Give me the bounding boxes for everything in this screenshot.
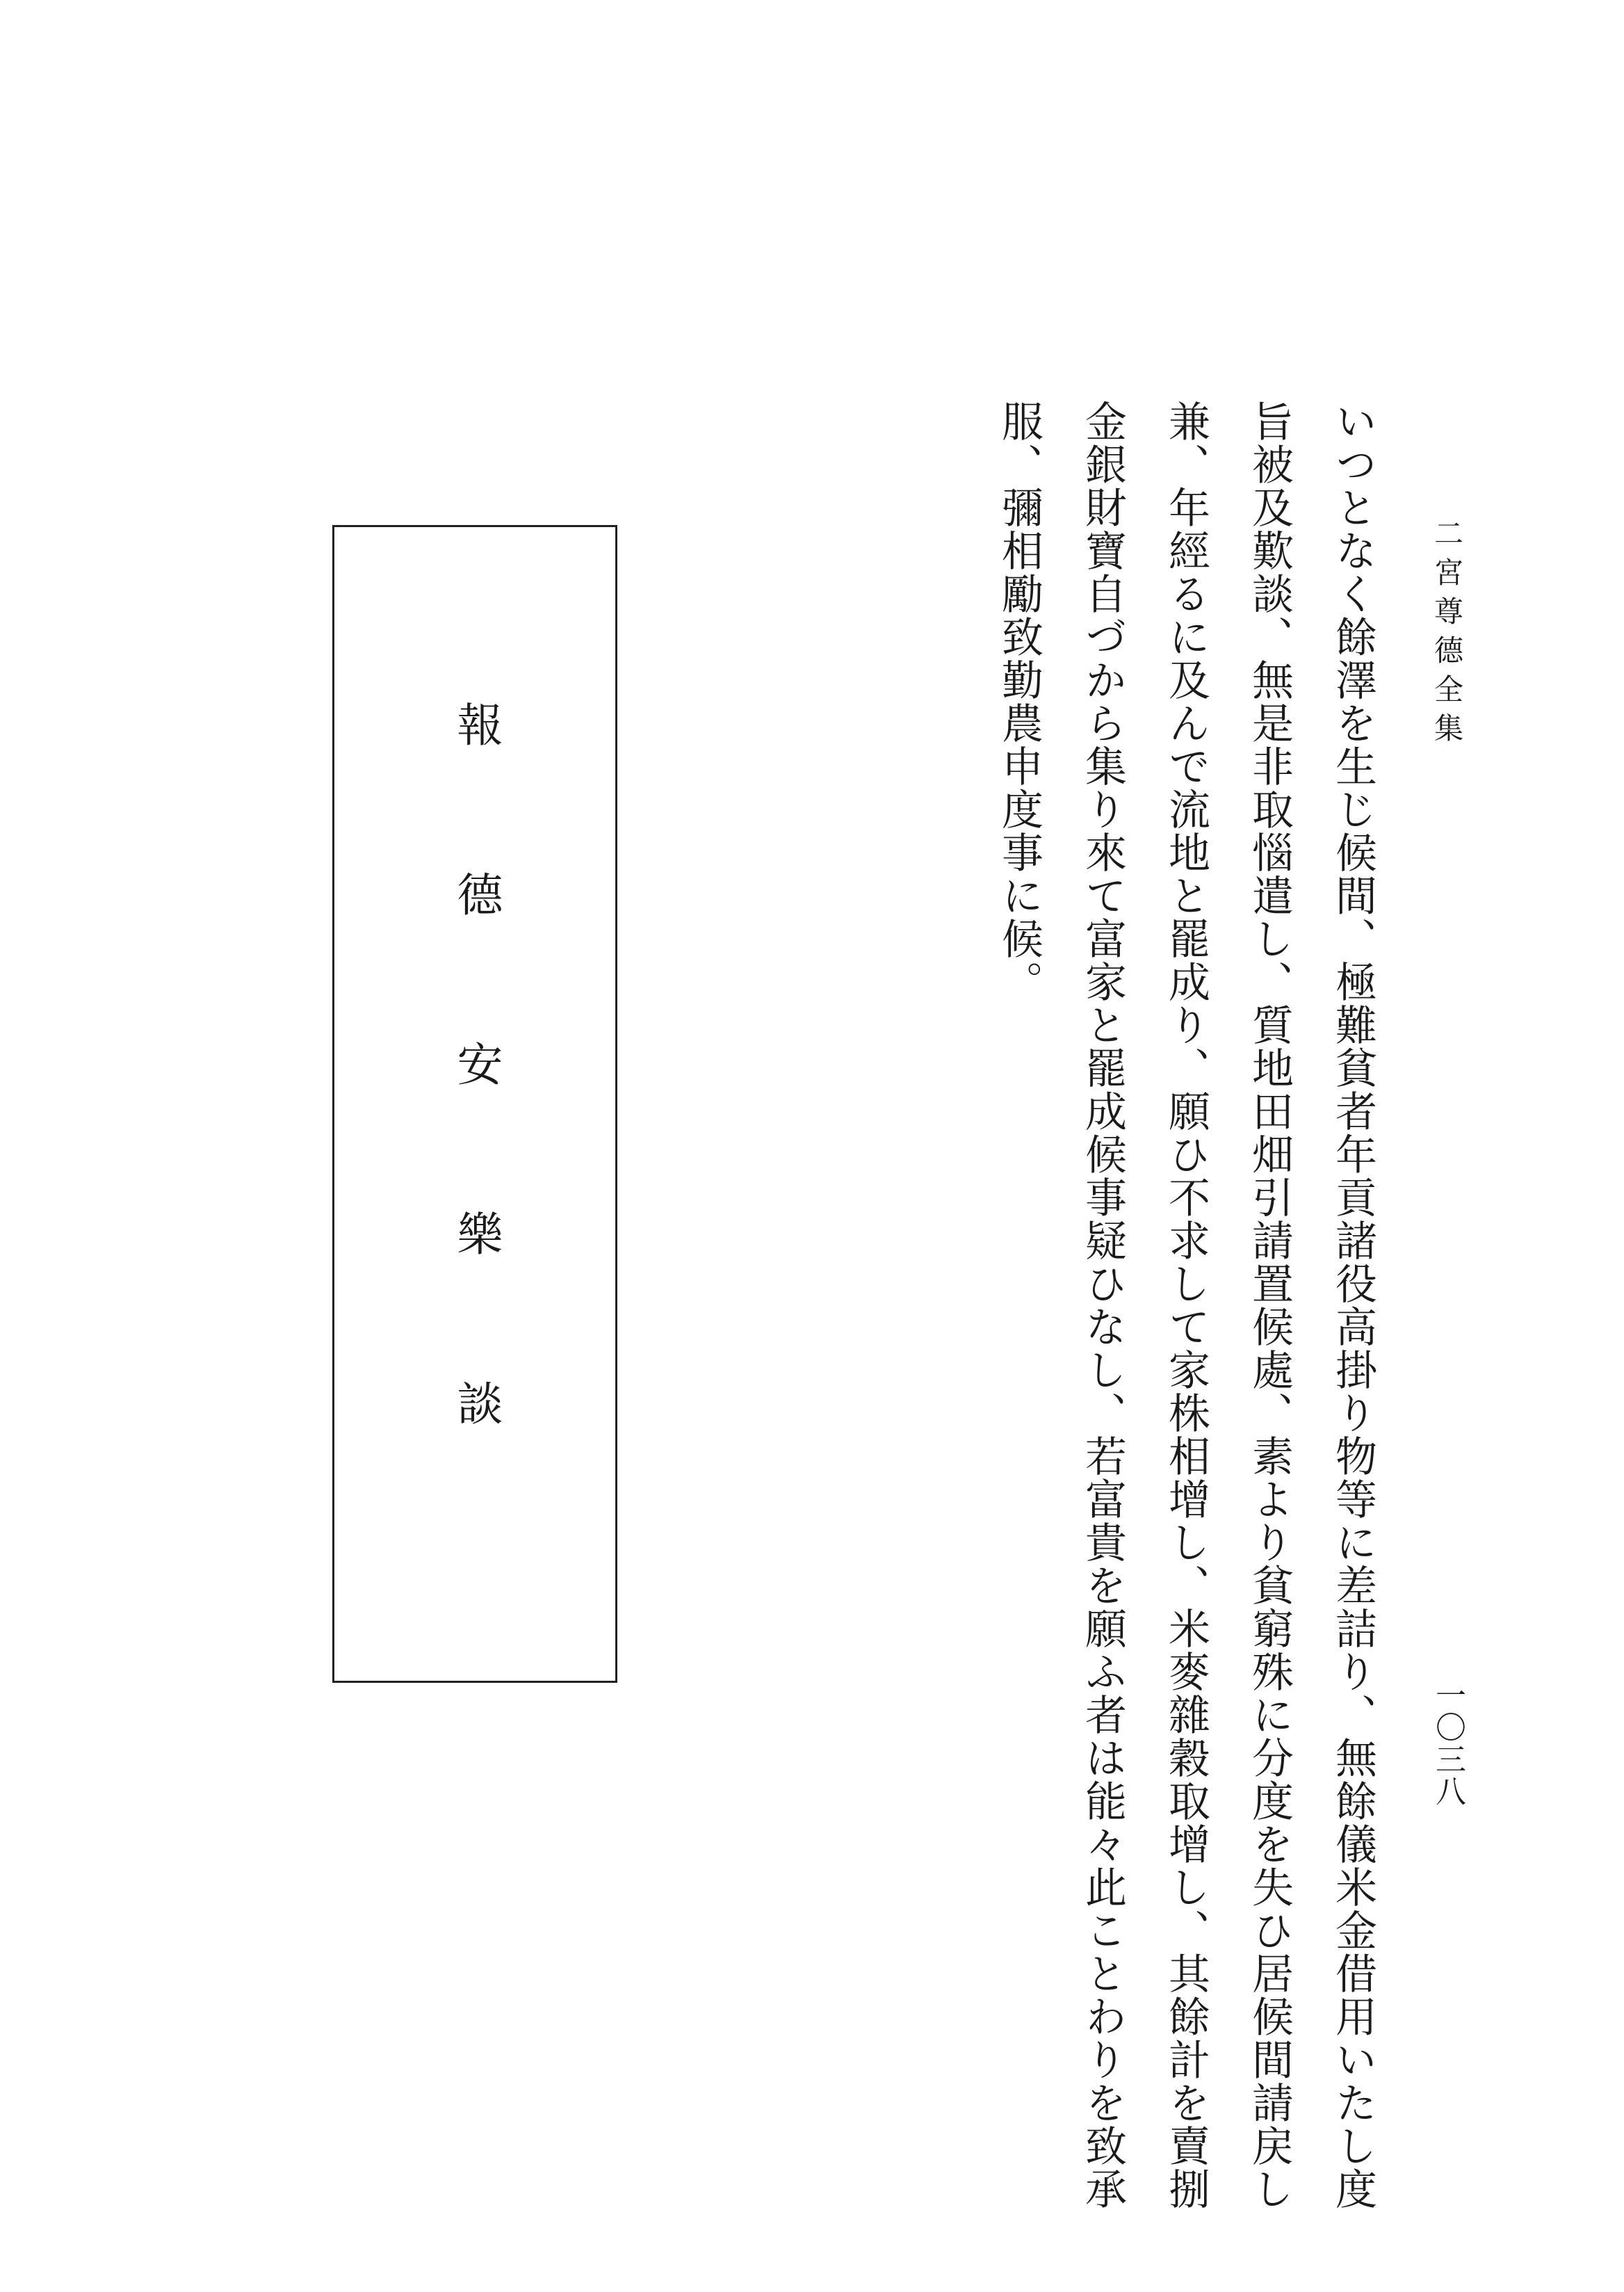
body-line: 旨被及歎談、無是非取惱遣し、質地田畑引請置候處、素より貧窮殊に分度を失ひ居候間請戻し [1245,400,1294,2211]
body-line: 金銀財寶自づから集り來て富家と罷成候事疑ひなし、若富貴を願ふ者は能々此ことわりを致承 [1078,400,1127,2211]
body-line: 兼、年經るに及んで流地と罷成り、願ひ不求して家株相增し、米麥雜穀取增し、其餘計を賣捌 [1162,400,1210,2211]
body-line: いつとなく餘澤を生じ候間、極難貧者年貢諸役高掛り物等に差詰り、無餘儀米金借用いたし度 [1329,400,1377,2211]
body-line: 服、彌相勵致勤農申度事に候。 [995,400,1044,1003]
section-title: 報德安樂談 [449,701,503,1549]
body-text [977,400,1395,2222]
page-number: 一〇三八 [1430,1679,1465,1807]
running-title: 二宮尊德全集 [1430,518,1464,752]
title-box [332,525,617,1683]
